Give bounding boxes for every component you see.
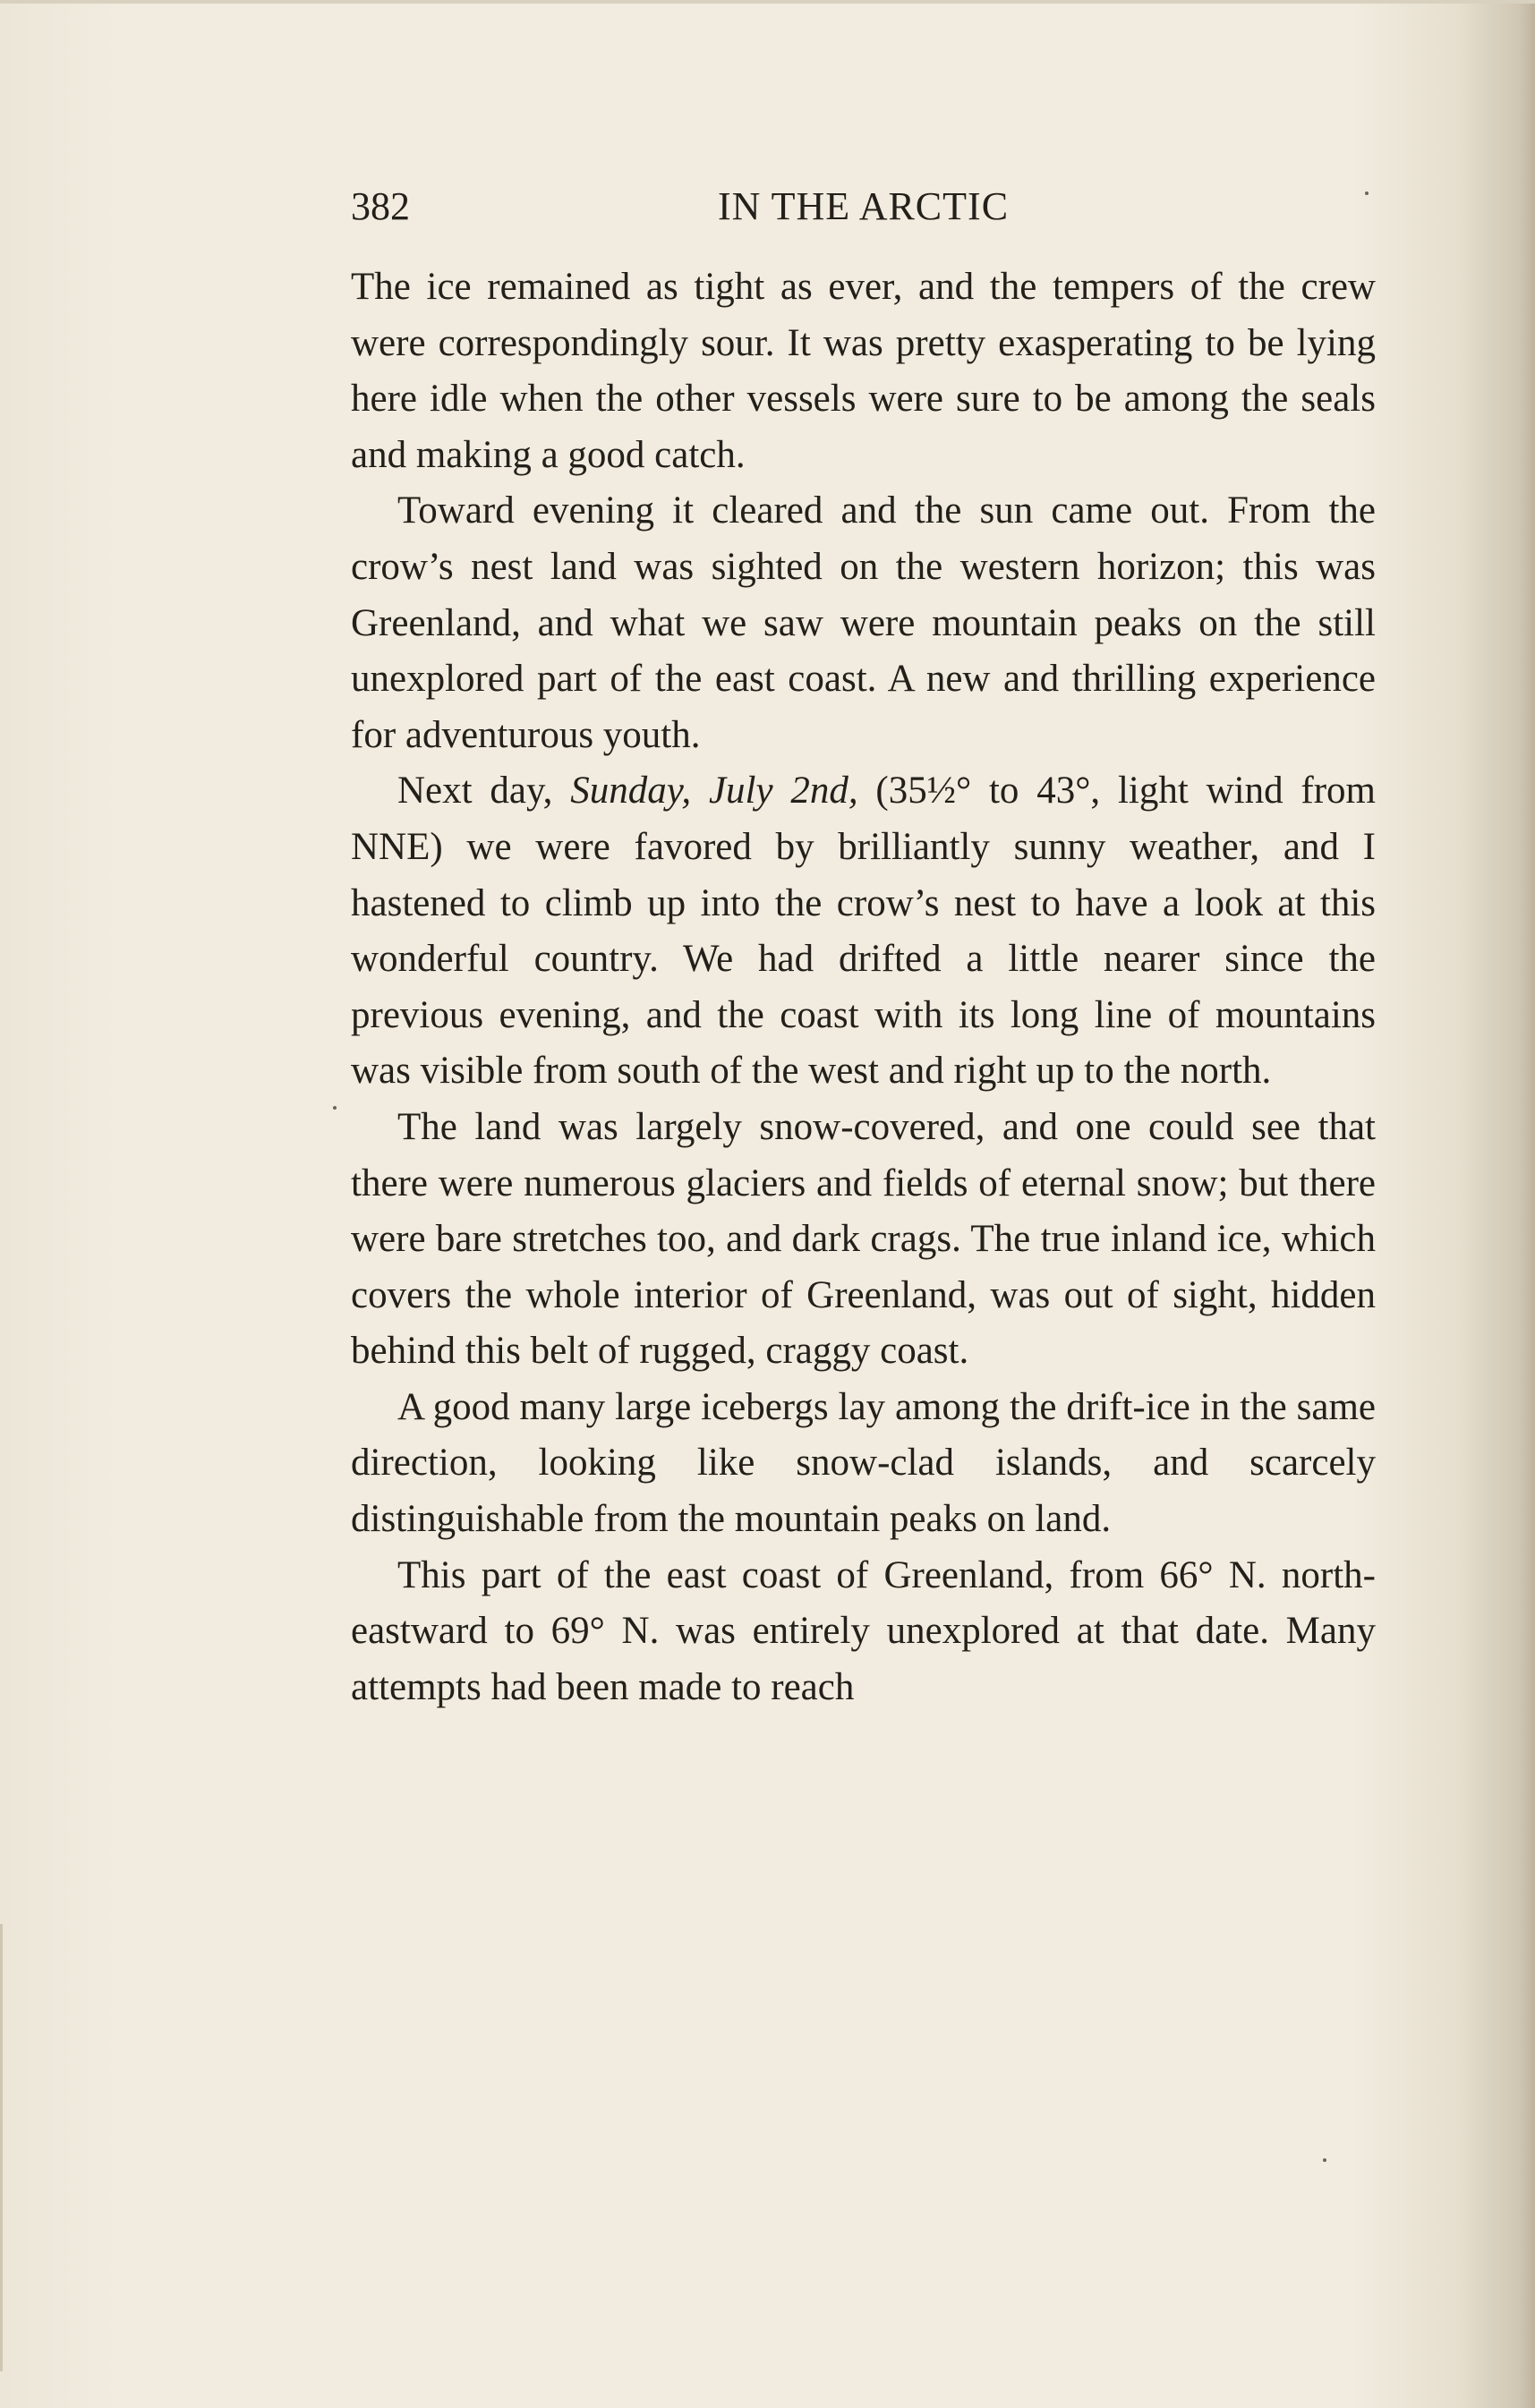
paragraph-1: The ice remained as tight as ever, and the tempers of the crew were correspondingly sour. It was pretty exasperating to be lying here idle when the other vessels were sure to be among the seals and making a good catch. xyxy=(351,266,1376,476)
paragraph-2: Toward evening it cleared and the sun came out. From the crow’s nest land was sighted on the western horizon; this was Greenland, and what we saw were mountain peaks on the still unexplored part of the east coast. A new and thrilling experience for adventurous youth. xyxy=(351,489,1376,756)
paragraph-4: The land was largely snow-covered, and one could see that there were numerous glaciers and fields of eternal snow; but there were bare stretches too, and dark crags. The true inland ice, which covers the whole interior of Greenland, was out of sight, hidden behind this belt of rugged, craggy coast. xyxy=(351,1105,1376,1373)
paragraph-3-date: Sunday, July 2nd, xyxy=(570,770,858,813)
body-text xyxy=(351,260,1376,1715)
paragraph-3-rest: (35½° to 43°, light wind from NNE) we were favored by brilliantly sunny weather, and I hastened to climb up into the crow’s nest to have a look at this wonderful country. We had drifted a little nearer since the previous evening, and the coast with its long line of mountains was visible from south of the west and right up to the north. xyxy=(351,770,1376,1093)
page-header xyxy=(351,175,1376,238)
paragraph-3 xyxy=(351,763,1376,1100)
paper-speck xyxy=(1323,2158,1326,2162)
page-top-edge xyxy=(0,0,1535,4)
paragraph-3-lead: Next day, xyxy=(397,770,571,813)
paper-speck xyxy=(333,1106,337,1110)
paragraph-5: A good many large icebergs lay among the drift-ice in the same direction, looking like snow-clad islands, and scarcely distinguishable from the mountain peaks on land. xyxy=(351,1385,1376,1541)
paper-speck xyxy=(1365,191,1369,195)
page-left-edge xyxy=(0,1924,3,2371)
paragraph-6: This part of the east coast of Greenland, from 66° N. north-eastward to 69° N. was entirely unexplored at that date. Many attempts had been made to reach xyxy=(351,1553,1376,1708)
page-number: 382 xyxy=(351,184,410,228)
running-head: IN THE ARCTIC xyxy=(717,184,1010,228)
